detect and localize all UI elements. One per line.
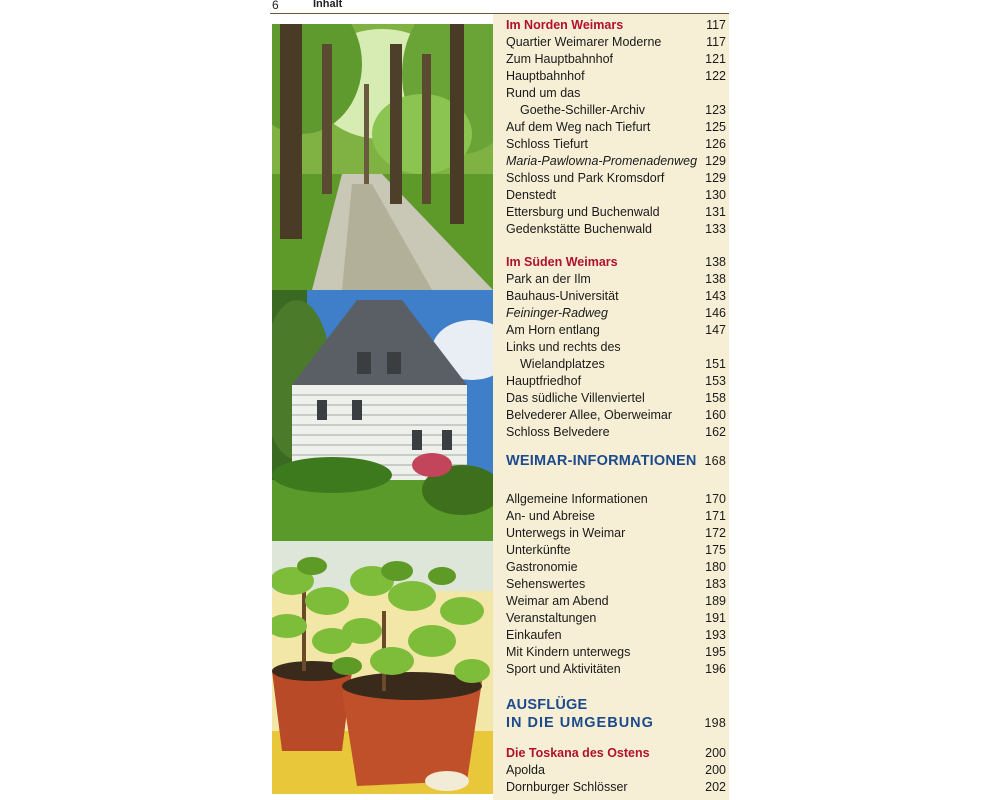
toc-entry xyxy=(506,271,726,287)
toc-entry-page: 138 xyxy=(705,255,726,269)
toc-entry-title: Feininger-Radweg xyxy=(506,306,608,320)
toc-entry-page: 202 xyxy=(705,780,726,794)
toc-entry xyxy=(506,745,726,761)
toc-entry-page: 160 xyxy=(705,408,726,422)
toc-entry xyxy=(506,644,726,660)
toc-entry xyxy=(506,661,726,677)
toc-entry xyxy=(506,356,726,372)
toc-entry xyxy=(506,714,726,732)
toc-entry-title: Schloss Belvedere xyxy=(506,425,610,439)
toc-entry-page: 200 xyxy=(705,746,726,760)
toc-entry-title: Allgemeine Informationen xyxy=(506,492,648,506)
toc-entry-page: 117 xyxy=(706,35,726,49)
toc-entry xyxy=(506,525,726,541)
toc-entry-page: 125 xyxy=(705,120,726,134)
toc-entry xyxy=(506,593,726,609)
toc-entry-title: Hauptbahnhof xyxy=(506,69,585,83)
toc-entry xyxy=(506,170,726,186)
toc-entry-title: Wielandplatzes xyxy=(520,357,605,371)
toc-entry-title: Bauhaus-Universität xyxy=(506,289,619,303)
toc-entry xyxy=(506,288,726,304)
toc-entry-page: 180 xyxy=(705,560,726,574)
toc-entry-title: Die Toskana des Ostens xyxy=(506,746,650,760)
toc-entry-page: 117 xyxy=(706,18,726,32)
toc-entry xyxy=(506,17,726,33)
toc-entry xyxy=(506,491,726,507)
toc-entry xyxy=(506,339,726,355)
toc-entry-page: 168 xyxy=(704,454,726,468)
toc-entry xyxy=(506,424,726,440)
toc-entry xyxy=(506,627,726,643)
toc-entry-page: 131 xyxy=(705,205,726,219)
toc-entry-page: 195 xyxy=(705,645,726,659)
toc-entry-title: Im Norden Weimars xyxy=(506,18,624,32)
toc-entry-title: Quartier Weimarer Moderne xyxy=(506,35,662,49)
toc-entry-title: Hauptfriedhof xyxy=(506,374,582,388)
table-of-contents xyxy=(493,14,729,800)
toc-entry xyxy=(506,254,726,270)
toc-entry-title: Gastronomie xyxy=(506,560,578,574)
toc-entry-title: Sport und Aktivitäten xyxy=(506,662,621,676)
toc-entry-page: 172 xyxy=(705,526,726,540)
toc-entry-title: Maria-Pawlowna-Promenadenweg xyxy=(506,154,698,168)
toc-entry xyxy=(506,305,726,321)
toc-entry-title: Zum Hauptbahnhof xyxy=(506,52,614,66)
toc-entry-title: Apolda xyxy=(506,763,545,777)
toc-entry-page: 121 xyxy=(705,52,726,66)
toc-entry xyxy=(506,407,726,423)
toc-entry xyxy=(506,452,726,470)
toc-entry-page: 153 xyxy=(705,374,726,388)
toc-entry xyxy=(506,610,726,626)
page-number: 6 xyxy=(272,0,279,12)
toc-entry-title: Unterkünfte xyxy=(506,543,571,557)
toc-entry xyxy=(506,542,726,558)
toc-entry-title: Schloss und Park Kromsdorf xyxy=(506,171,665,185)
toc-entry-title: AUSFLÜGE xyxy=(506,697,588,713)
tree-avenue-photo xyxy=(272,24,493,290)
toc-entry-page: 143 xyxy=(705,289,726,303)
toc-entry-title: Park an der Ilm xyxy=(506,272,591,286)
toc-entry-page: 129 xyxy=(705,171,726,185)
toc-entry-page: 162 xyxy=(705,425,726,439)
toc-entry xyxy=(506,696,726,714)
toc-entry xyxy=(506,221,726,237)
toc-entry-title: WEIMAR-INFORMATIONEN xyxy=(506,453,697,469)
toc-entry-page: 183 xyxy=(705,577,726,591)
toc-entry xyxy=(506,85,726,101)
toc-entry-title: An- und Abreise xyxy=(506,509,595,523)
toc-entry-title: Mit Kindern unterwegs xyxy=(506,645,631,659)
toc-entry-title: Gedenkstätte Buchenwald xyxy=(506,222,652,236)
page-header xyxy=(270,0,729,14)
toc-entry-page: 193 xyxy=(705,628,726,642)
toc-entry xyxy=(506,204,726,220)
toc-entry-page: 196 xyxy=(705,662,726,676)
toc-entry xyxy=(506,779,726,795)
toc-entry-title: Veranstaltungen xyxy=(506,611,597,625)
toc-entry xyxy=(506,119,726,135)
toc-entry-title: Belvederer Allee, Oberweimar xyxy=(506,408,673,422)
toc-entry-page: 147 xyxy=(705,323,726,337)
toc-entry-page: 189 xyxy=(705,594,726,608)
toc-entry xyxy=(506,508,726,524)
toc-entry-title: Einkaufen xyxy=(506,628,562,642)
toc-entry xyxy=(506,102,726,118)
toc-entry-page: 123 xyxy=(705,103,726,117)
toc-entry xyxy=(506,187,726,203)
toc-entry xyxy=(506,576,726,592)
toc-entry-page: 129 xyxy=(705,154,726,168)
toc-entry xyxy=(506,322,726,338)
section-title: Inhalt xyxy=(313,0,343,10)
toc-entry xyxy=(506,68,726,84)
toc-entry-title: Dornburger Schlösser xyxy=(506,780,628,794)
toc-entry-title: Schloss Tiefurt xyxy=(506,137,588,151)
toc-entry-title: Im Süden Weimars xyxy=(506,255,618,269)
toc-entry-page: 122 xyxy=(705,69,726,83)
toc-entry-title: Links und rechts des xyxy=(506,340,621,354)
book-page xyxy=(270,0,729,800)
toc-entry xyxy=(506,559,726,575)
toc-entry-title: Unterwegs in Weimar xyxy=(506,526,626,540)
toc-entry-page: 133 xyxy=(705,222,726,236)
garden-house-photo xyxy=(272,290,493,541)
toc-entry-title: Rund um das xyxy=(506,86,581,100)
ginkgo-plants-photo xyxy=(272,541,493,794)
toc-entry-page: 170 xyxy=(705,492,726,506)
toc-entry xyxy=(506,153,726,169)
toc-entry-page: 130 xyxy=(705,188,726,202)
toc-entry-title: Sehenswertes xyxy=(506,577,586,591)
toc-entry-page: 191 xyxy=(705,611,726,625)
toc-entry-title: IN DIE UMGEBUNG xyxy=(506,715,654,731)
toc-entry-page: 138 xyxy=(705,272,726,286)
toc-entry xyxy=(506,34,726,50)
toc-entry-title: Ettersburg und Buchenwald xyxy=(506,205,660,219)
toc-entry-title: Weimar am Abend xyxy=(506,594,609,608)
toc-entry-page: 126 xyxy=(705,137,726,151)
toc-entry-page: 146 xyxy=(705,306,726,320)
toc-entry xyxy=(506,390,726,406)
toc-entry-page: 200 xyxy=(705,763,726,777)
toc-entry xyxy=(506,762,726,778)
toc-entry-title: Auf dem Weg nach Tiefurt xyxy=(506,120,651,134)
toc-entry-title: Goethe-Schiller-Archiv xyxy=(520,103,646,117)
toc-entry-page: 158 xyxy=(705,391,726,405)
toc-entry-page: 175 xyxy=(705,543,726,557)
toc-entry-title: Am Horn entlang xyxy=(506,323,600,337)
toc-entry-title: Denstedt xyxy=(506,188,557,202)
toc-entry xyxy=(506,51,726,67)
toc-entry xyxy=(506,373,726,389)
toc-entry-title: Das südliche Villenviertel xyxy=(506,391,645,405)
toc-entry-page: 151 xyxy=(705,357,726,371)
toc-entry-page: 171 xyxy=(705,509,726,523)
toc-entry xyxy=(506,136,726,152)
toc-entry-page: 198 xyxy=(704,716,726,730)
